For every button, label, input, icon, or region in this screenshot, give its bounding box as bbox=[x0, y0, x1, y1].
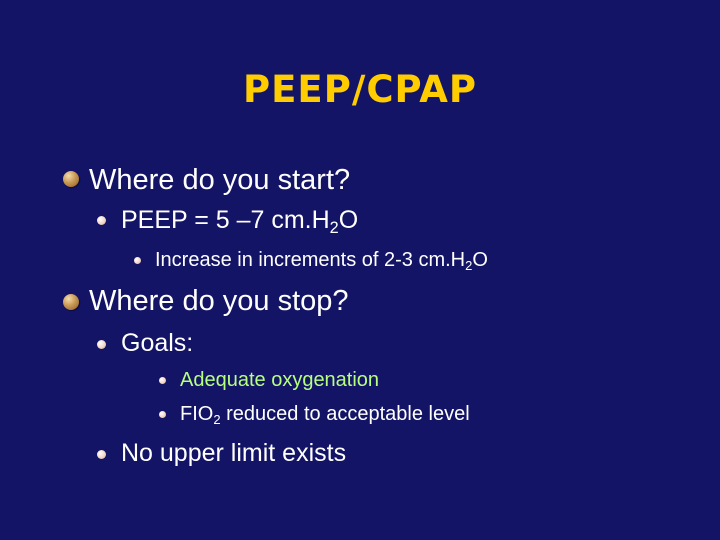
increase-note-subscript: 2 bbox=[465, 257, 473, 273]
bullet-dot-icon bbox=[97, 216, 106, 225]
bullet-dot-icon bbox=[159, 377, 166, 384]
goal-adequate-oxygenation: Adequate oxygenation bbox=[180, 369, 380, 391]
slide-title: PEEP/CPAP bbox=[243, 68, 477, 111]
bullet-dot-icon bbox=[97, 340, 106, 349]
goal-fio2-subscript: 2 bbox=[213, 411, 221, 427]
goal-fio2-text: FIO bbox=[180, 403, 214, 425]
increase-note-suffix: O bbox=[472, 249, 488, 271]
goals-label: Goals: bbox=[121, 329, 194, 357]
stop-heading: Where do you stop? bbox=[89, 285, 349, 317]
peep-range-text: PEEP = 5 –7 cm.H bbox=[121, 206, 330, 234]
peep-range bbox=[121, 206, 358, 235]
bullet-orb-icon bbox=[63, 171, 79, 187]
peep-range-subscript: 2 bbox=[329, 218, 339, 237]
goal-fio2-reduced bbox=[180, 403, 470, 426]
bullet-dot-icon bbox=[134, 257, 141, 264]
start-heading: Where do you start? bbox=[89, 164, 351, 196]
peep-range-suffix: O bbox=[338, 206, 359, 234]
bullet-dot-icon bbox=[97, 450, 106, 459]
bullet-orb-icon bbox=[63, 294, 79, 310]
upper-limit-note: No upper limit exists bbox=[121, 439, 347, 467]
bullet-dot-icon bbox=[159, 411, 166, 418]
goal-fio2-suffix: reduced to acceptable level bbox=[220, 403, 470, 425]
increase-note bbox=[155, 249, 488, 272]
increase-note-text: Increase in increments of 2-3 cm.H bbox=[155, 249, 466, 271]
